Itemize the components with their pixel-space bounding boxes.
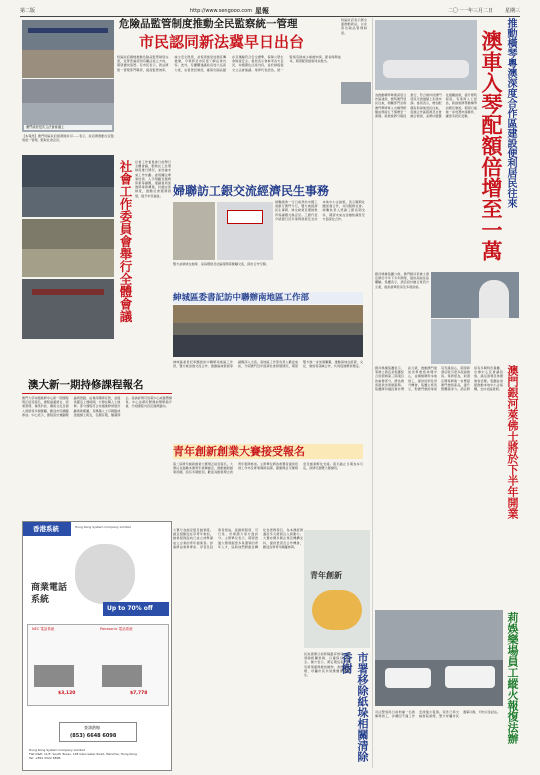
- story3-body: 社會工作委員會日前舉行全體會議，聽取社工註冊制度推行情況，並討論未來工作計劃。委員關注專業培訓、人手規劃及服務質素等議題，建議當局加強與業界溝通，持續完善制度，推動社會服務發展，提升市民福祉。: [135, 160, 171, 198]
- story6-headline: 青年創新創業大賽接受報名: [173, 444, 363, 459]
- ad-banner[interactable]: [22, 521, 172, 771]
- site-url[interactable]: http://www.sengooo.com: [190, 8, 253, 14]
- story5-headline: 澳大新一期持修課程報名: [28, 379, 144, 391]
- bottom-headline: 莉娛樂場員工縱火報復法辦: [506, 612, 519, 744]
- issue-date: 二〇一一年三月二日: [448, 8, 494, 14]
- story4-body: 紳城區委書記率團到訪中聯辦南地區工作部，雙方就加強交流合作、推動區域發展等議題深入交流。南地區工作部負責人歡迎來訪，介紹澳門近年經濟社會發展情況，期望雙方進一步加強聯繫，推動兩地在經貿、文化、旅遊等領域合作，共同促進繁榮穩定。: [173, 360, 363, 369]
- galaxy-body-2: 銀河娛樂集團表示，萊佛士酒店是集團綜合度假城第三期項目的重要部分，將為旅客提供世界級服務。集團將持續投資非博彩元素，推動澳門建設世界旅遊休閒中心，並積極聘用本地員工，提供培訓及晉升機會。集團主席表示，對澳門旅遊業前景充滿信心，期望新酒店吸引更多高端旅客。業界認為，新酒店開業將進一步豐富澳門旅遊產品，提升整體競爭力。酒店將設有多間特色餐廳、水療中心及會議設施，滿足商務及休閒旅客需要。集團並承諾推動本地中小企採購，支持社區發展。: [375, 366, 503, 392]
- ad-promo-badge[interactable]: [103, 602, 169, 616]
- story5-body: 澳門大學持續進修中心新一期課程現正接受報名，課程涵蓋語言、商業管理、資訊科技、藝術文化及個人發展等多個範疇，歡迎市民踴躍參加。中心表示，課程設計兼顧理論與實踐，由資深導師任教，並提供靈活上課時間，方便在職人士進修。部分課程符合持續進修發展計劃資助範圍，有興趣人士可親臨或透過網上報名，名額有限，額滿即止。查詢詳情可致電中心或瀏覽網頁。中心並將於開課前舉辦簡介會，介紹課程內容及進修路向。: [22, 396, 172, 417]
- page-header: [20, 6, 520, 16]
- phone-left-photo: [34, 665, 74, 687]
- right-headline: 澳車入琴配額倍增至一萬: [479, 30, 504, 261]
- story6-body: 第二屆青年創新創業大賽現正接受報名，大賽旨在鼓勵本澳青年發揮創意，推動創新創業氛圍，設有多個組別，歡迎具創業理念的青年組隊參加。主辦單位將為參賽者提供培訓工作坊及專業導師指導，優勝隊伍可獲獎金及創業孵化支援。報名截止日期為本月底，詳情可瀏覽大賽網頁。: [173, 462, 363, 475]
- story1-sidebar: 特區政府表示將全面推動新法，以完善危險品管理制度。: [341, 18, 367, 35]
- ad-brand: 香港系統: [33, 525, 59, 533]
- story6-body-2: 大賽分為創意組及創業組，創意組歡迎在學青年參加，創業組則面向已成立或準備成立企業的青年創業者。評審將由業界專家、學者及投資者組成，從創新程度、可行性、市場潛力等方面評分。主辦單位表示，期望透過大賽發掘更多具潛質的青年人才，協助他們將創意轉化為實際項目，為本澳經濟適度多元發展注入新動力。大賽亦獲多間企業及機構支持，提供實習及合作機會，歡迎各界青年踴躍參與。: [173, 528, 303, 549]
- meeting-photo-2: [22, 219, 114, 277]
- ad-address: [29, 748, 167, 760]
- car-photo: [375, 20, 477, 90]
- galaxy-body: 銀河娛樂集團公佈，澳門銀河萊佛士酒店將於今年下半年開業，提供高端住宿體驗。集團表示，酒店設計融合東西方元素，提供豪華套房及多項設施。: [375, 272, 429, 289]
- photo-caption: 澳門政府是次立法會會議上: [24, 125, 112, 130]
- ad-tel: Tel: +852 2522 6898: [29, 756, 61, 760]
- ad-promo: Up to 70% off: [107, 605, 153, 612]
- story1-photo: [22, 20, 114, 78]
- galaxy-photo-1: [431, 272, 519, 318]
- story2-photo-2: [217, 202, 273, 260]
- story7-headline: 市署移除紙垛相關清除香樹: [340, 652, 369, 762]
- ad-title: 商業電話系統: [31, 583, 68, 605]
- galaxy-photo-2: [431, 319, 471, 364]
- contact-phone: (853) 6648 6098: [70, 733, 117, 739]
- right-body-1: 為推動橫琴粵澳深度合作區建設，便利澳門居民往來，相關部門宣佈澳門單牌車入出橫琴配額由現時五千個增至一萬個。新措施將分階段推行，符合條件的澳門居民可透過網上系統申請。當局表示，增加配額有助兩地居民往來，促進合作區經濟及社會融合發展，並將持續優化通關措施，提升便利程度。有業界人士認為，新措施將帶動橫琴消費及旅遊，期望日後進一步放寬申請條件，讓更多居民受惠。: [375, 93, 477, 119]
- contact-label: 查詢熱線: [84, 725, 100, 730]
- column-divider: [372, 18, 373, 768]
- story3-headline: 社會工作委員會舉行全體會議: [118, 160, 133, 323]
- page-number: 第二版: [20, 8, 36, 14]
- masthead: 星報: [255, 6, 269, 15]
- story7-body: 民政總署日前移除路旁紙垛，並清除相關香樹，以確保行人安全。署方表示，將定期巡查，如有發現違規堆放雜物，會依法處理，呼籲市民共同維護環境衛生。: [304, 652, 350, 678]
- right-deck: 推動橫琴粵澳深度合作區建設便利居民往來: [505, 18, 516, 208]
- bottom-body: 司法警察局日前拘捕一名娛樂場員工，涉嫌因不滿工作安排縱火報復。案件已移交檢察院處理，警方呼籲市民遇事冷靜，切勿以身試法。: [375, 710, 501, 719]
- story4-headline: 紳城區委書記訪中聯辦南地區工作部: [173, 292, 363, 304]
- story2-body-2: 雙方並就婦女創業、家庭理財及社區服務等範疇交流，探討合作空間。: [173, 262, 269, 266]
- poster-photo: [304, 530, 370, 648]
- phone-right-photo: [102, 665, 142, 687]
- meeting-photo-3: [22, 279, 114, 339]
- poster-title: 青年創新: [310, 570, 342, 580]
- ad-address-line: Flat D&E, 11/F, South Tower, 128 Gloucester Road, Wanchai, Hong Kong: [29, 752, 137, 756]
- meeting-photo-1: [22, 155, 114, 217]
- story2-headline: 婦聯訪工銀交流經濟民生事務: [173, 184, 330, 198]
- story1-caption: 【本報訊】澳門特區政府經濟財政司……表示，政府將推動全民監察統一管理，聽取社會意見。: [22, 134, 114, 143]
- story1-photo-3: [341, 82, 371, 104]
- ad-contact-box[interactable]: [59, 722, 137, 742]
- ad-company: Hong Kong System Company Limited: [29, 748, 85, 752]
- weekday: 星期三: [505, 8, 521, 14]
- product-left-label: NEC 電話系統: [32, 627, 55, 631]
- story1-kicker: 危險品監管制度推動全民監察統一管理: [119, 18, 298, 30]
- price-right: $7,778: [130, 691, 148, 696]
- product-right-label: Panasonic 電話系統: [100, 627, 133, 631]
- company-name-small: Hong Kong System Company Limited: [75, 525, 131, 529]
- story5-rule: [22, 393, 172, 394]
- ad-products-box: [27, 624, 169, 706]
- ad-brand-bar: [23, 522, 71, 536]
- story1-body: 特區政府積極推動危險品監管制度完善，民眾普遍認同有關法案之方向，期望盡快落實。有市民表示，新法將統一管理部門職責，提高監管效率，減少安全隱患，並希望當局加強宣傳推廣，令業界及市民更了解法律內容。此外，有團體建議政府加大巡查力度，完善登記制度，確保危險品儲存及運輸符合安全標準，保障公眾生命財產安全。當局表示會參考各方意見，持續優化法案內容，並於稍後提交立法會審議。業界代表認為，統一監察有助減少重複申請，節省時間成本，期望配套措施同步推出。: [117, 55, 341, 72]
- story1-headline: 市民認同新法冀早日出台: [139, 33, 305, 51]
- story2-body: 婦聯總會一行日前拜訪中國工商銀行澳門分行，雙方就經濟民生事務、婦女就業及理財教育等議題交換意見。工銀代表介紹銀行近年業務發展及支持本地中小企措施，表示願與社團加強合作，共同服務社會。婦聯負責人感謝工銀長期支持，期望未來在金融知識普及方面深化合作。: [275, 200, 365, 221]
- ad-person-photo: [75, 544, 135, 604]
- taxi-photo: [375, 610, 503, 706]
- price-left: $3,120: [58, 691, 76, 696]
- galaxy-headline: 澳門銀河萊佛士將於下半年開業: [506, 365, 519, 519]
- story2-photo-1: [173, 202, 215, 260]
- story4-photo: [173, 305, 363, 357]
